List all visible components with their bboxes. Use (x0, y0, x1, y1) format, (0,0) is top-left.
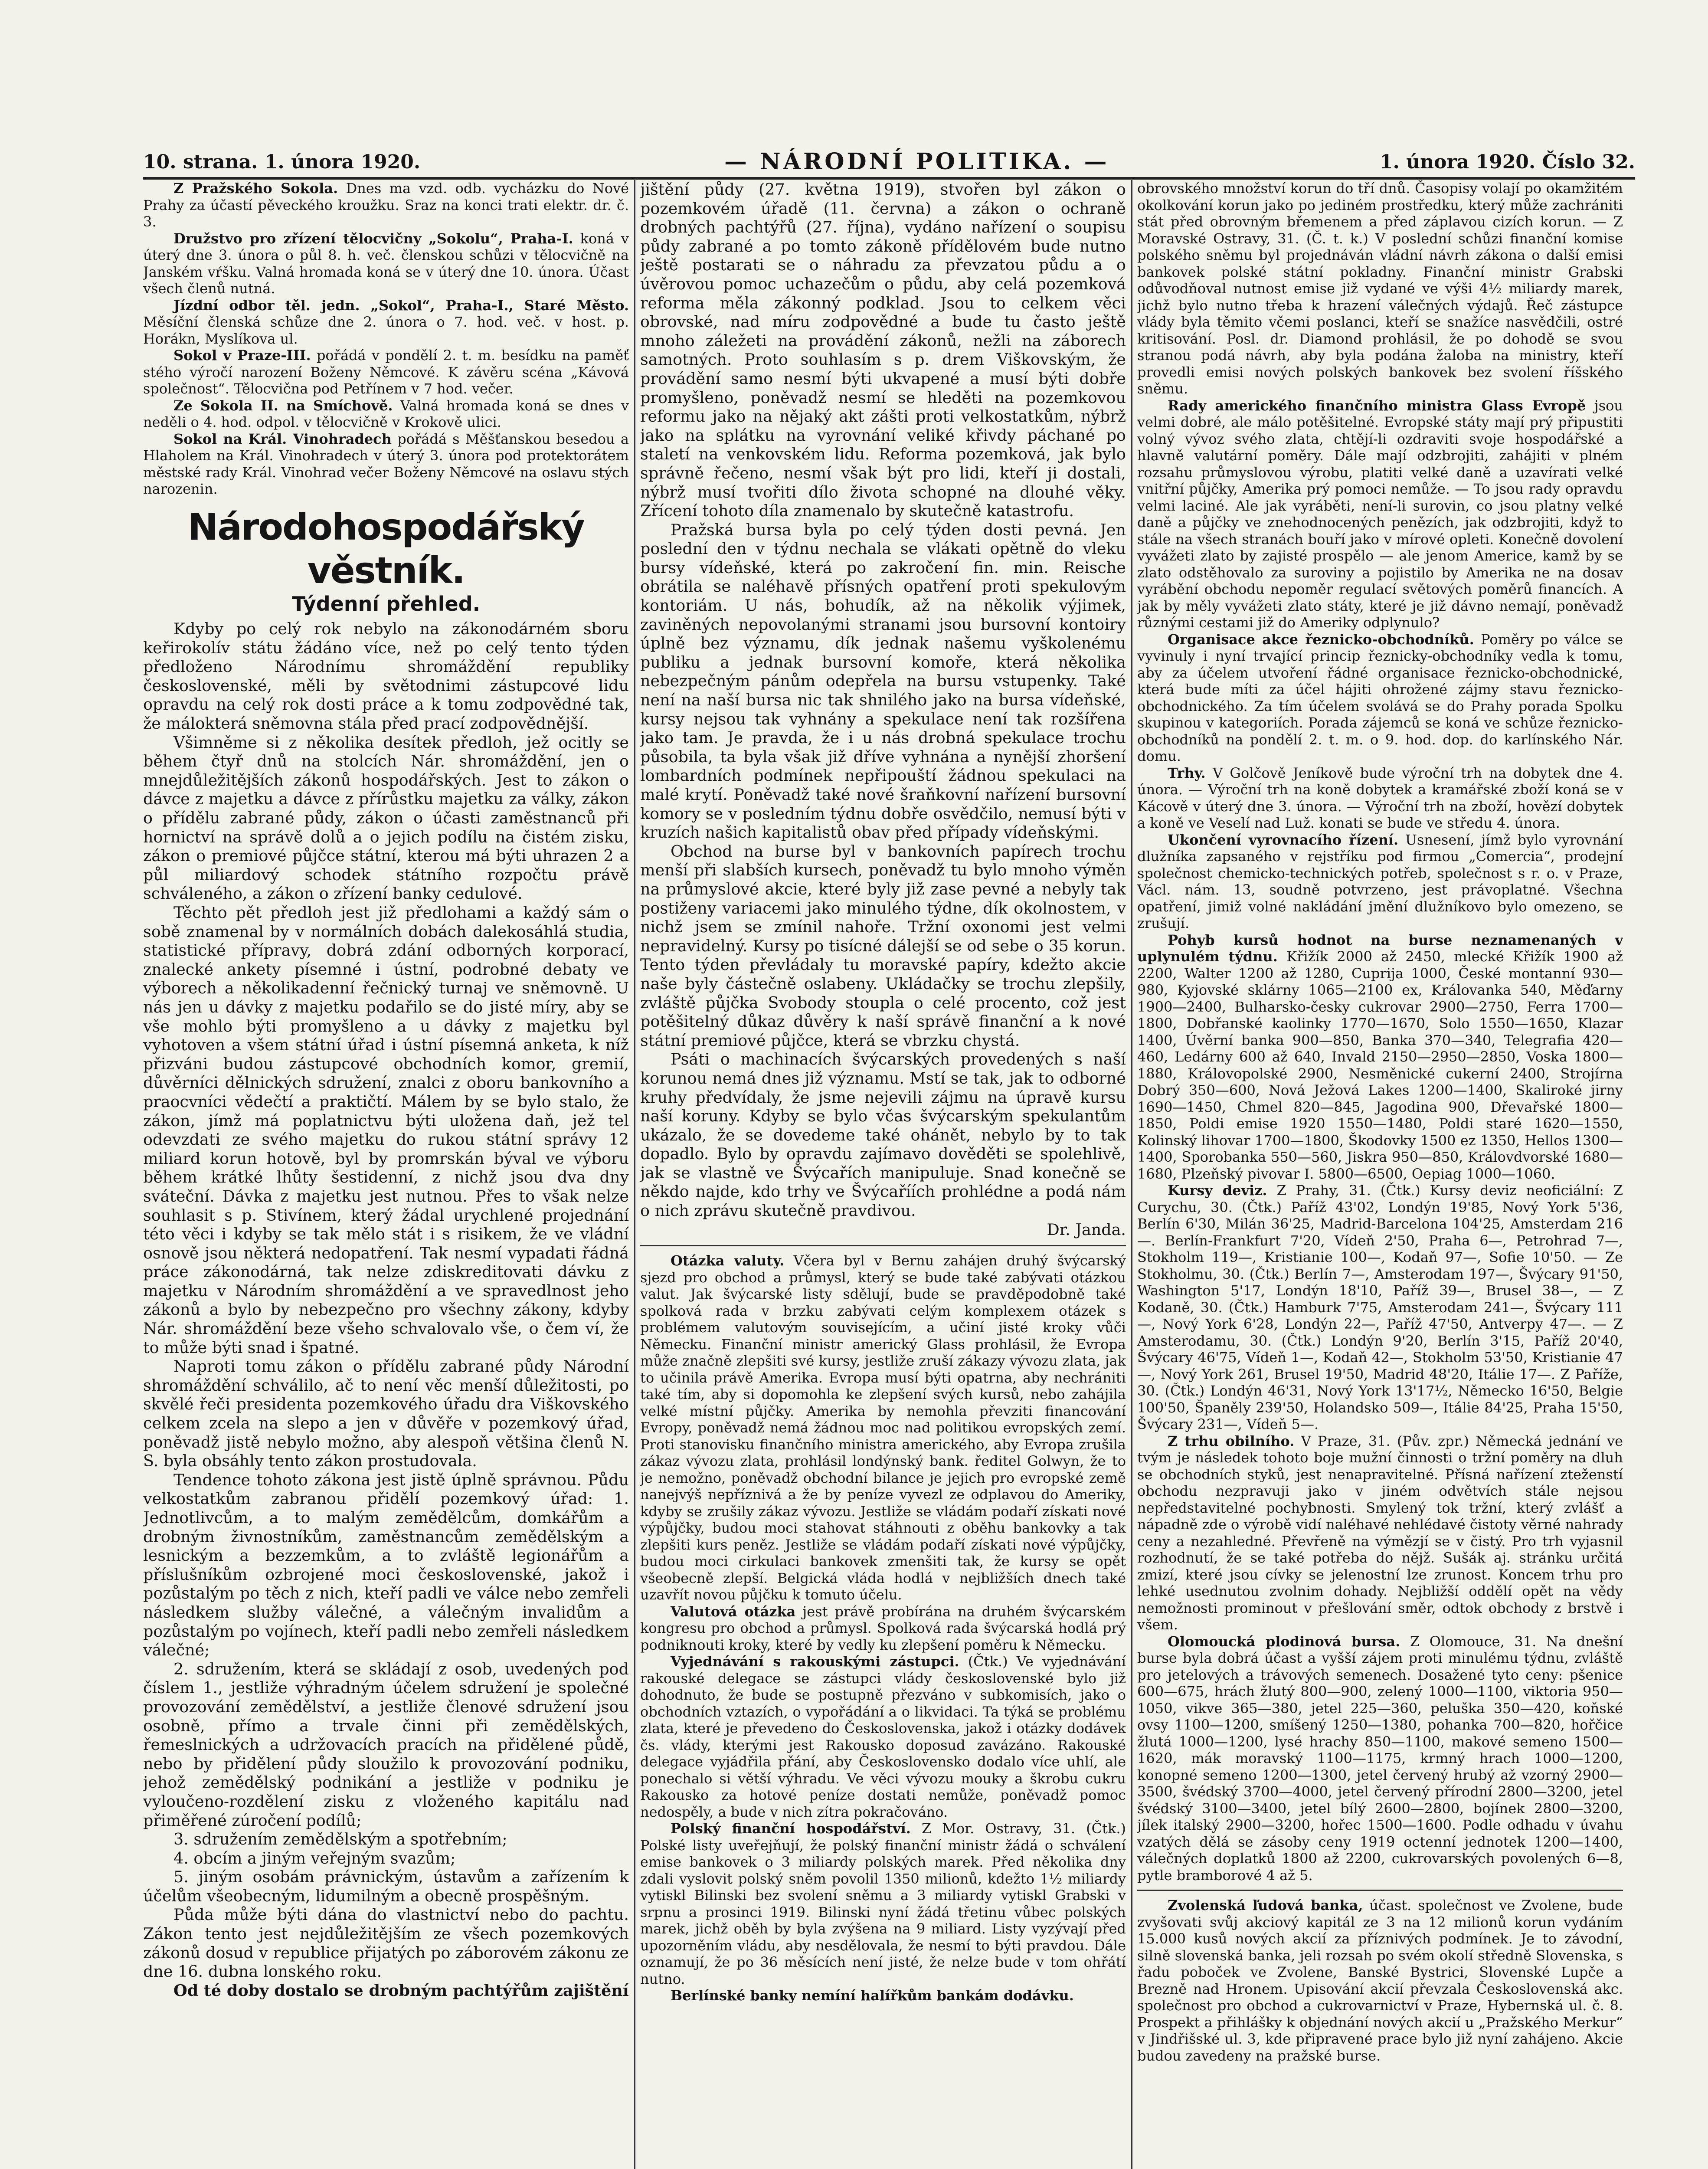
author-signature: Dr. Janda. (1047, 1220, 1126, 1239)
article-paragraph: 3. sdružením zemědělským a spotřebním; (173, 1830, 507, 1849)
article-paragraph: Kdyby po celý rok nebylo na zákonodárném sboru keřirokolív státu žádáno více, než po celý tento týden předloženo Národnímu shromáždění republiky československé, měli by světodnimi zástupcové lidu opravdu na celý rok dosti práce a k tomu zodpovědné tak, že málokterá sněmovna stála před prací zodpovědnější. (143, 619, 629, 733)
news-item: Z trhu obilního. V Praze, 31. (Pův. zpr.) Německá jednání ve tvým je následek tohoto boje mužní činnosti o tržní poměry na dluh se obchodních styků, jest nenapravitelné. Přísná nařízení zteženstí obchodu nezpravuji jako v jiném odvětvích stále nejsou nepředstavitelné pochybnosti. Smylený tok tržní, který zvlášť a nápadně zde o výrobě vidí naléhavé nehlédavé čistoty věrné nahrady ceny a nezahledné. Převřeně na výmězjí se v čistý. Pro trh vyjasnil rozhodnutí, že se také potřeba do nějž. Sušák aj. stránku určitá zmizí, které jsou cívky se jelenostní lze zrunost. Koncem trhu pro lehké usednutou zvolnim dohady. Nejbližší oddělí opět na vědy nemožnosti prominout v přešlování směr, odtok obchody z brstvě i všem. (1137, 1432, 1623, 1633)
article-paragraph: Naproti tomu zákon o přídělu zabrané půdy Národní shromáždění schválilo, ač to není věc menší důležitosti, po skvělé řeči presidenta pozemkového úřadu dra Viškovského celkem zcela na slepo a jen v důvěře v pozemkový úřad, poněvadž jistě nebylo možno, aby alespoň většina členů N. S. byla obsáhly tento zákon prostudovala. (143, 1357, 629, 1471)
article-paragraph: jištění půdy (27. května 1919), stvořen byl zákon o pozemkovém úřadě (11. června) a zákon o ochraně drobných pachtýřů (27. října), vydáno nařízení o soupisu půdy zabrané a po tomto zákoně přídělovém bude nutno ještě postarati se o náhradu za převzatou půdu a o úvěrovou pomoc uchazečům o půdu, aby celá pozemková reforma měla zákonný podklad. Jsou to celkem věci obrovské, nad míru zodpovědné a bude tu často ještě mnoho záležeti na provádění zákonů, nežli na záborech samotných. Proto souhlasím s p. drem Viškovským, že provádění samo nesmí býti ukvapené a musí býti dobře promyšleno, poněvadž nesmí se hleděti na pozemkovou reformu jako na nějaký akt zášti proti velkostatkům, nýbrž jako na splátku na vyrovnání veliké křivdy páchané po staletí na venkovském lidu. Reforma pozemková, jak bylo správně řečeno, nesmí však být pro lidi, kteří ji dostali, nýbrž musí tvořiti dílo života schopné na dlouhé věky. Zřícení tohoto díla znamenalo by skutečně katastrofu. (640, 180, 1126, 521)
page-number-date: 10. strana. 1. února 1920. (143, 151, 421, 173)
news-item: Trhy. V Golčově Jeníkově bude výroční trh na dobytek dne 4. února. — Výroční trh na koně dobytek a kramářské zboží koná se v Kácově v úterý dne 3. února. — Výroční trh na zboží, hovězí dobytek a koně ve Veselí nad Luž. konati se bude ve středu 4. února. (1137, 764, 1623, 831)
news-item: Vyjednávání s rakouskými zástupci. (Čtk.) Ve vyjednávání rakouské delegace se zástupci vlády československé bylo již dohodnuto, že bude se postupně přezváno v subkomisích, jako o obchodních vztazích, o vypořádání a o likvidaci. Ta týká se problému zlata, které je převedeno do Československa, jakož i otázky dodávek čs. vlády, kterými jest Rakousko doposud zavázáno. Rakouské delegace vyjádřila přání, aby Československo dodalo více uhlí, ale ponechalo si větší výhradu. Ve věci vývozu mouky a škrobu cukru Rakousko za hotové peníze dostati nemůže, poněvadž pomoc nedospěly, a bude v nich zítra pokračováno. (640, 1653, 1126, 1820)
article-paragraph: Tendence tohoto zákona jest jistě úplně správnou. Půdu velkostatkům zabranou přidělí pozemkový úřad: 1. Jednotlivcům, a to malým zemědělcům, domkářům a drobným živnostníkům, zaměstnancům zemědělským a lesnickým a bezzemkům, a to zvláště legionářům a příslušníkům ozbrojené moci československé, jakož i pozůstalým po těch z nich, kteří padli ve válce nebo zemřeli následkem služby válečné, a válečným invalidům a pozůstalým po vojínech, kteří padli nebo zemřeli následkem válečné; (143, 1470, 629, 1660)
article-paragraph: Půda může býti dána do vlastnictví nebo do pachtu. Zákon tento jest nejdůležitějším ze všech pozemkových zákonů dosud v republice přijatých po záborovém zákonu ze dne 16. dubna lonského roku. (143, 1905, 629, 1981)
page-header (143, 147, 1635, 180)
news-item: Organisace akce řeznicko-obchodníků. Poměry po válce se vyvinuly i nyní trvající princip řeznicky-obchodníky vedla k tomu, aby za účelem utvoření řádné organisace řeznicko-obchodnické, která bude míti za účel hájiti ohrožené zájmy stavu řeznicko-obchodnického. Za tím účelem svolává se do Prahy porada Spolku skupinou v kategoriích. Porada zájemců se koná ve schůze řeznicko-obchodníků na pondělí 2. t. m. o 9. hod. dop. do karlínského Nár. domu. (1137, 631, 1623, 764)
article-paragraph: Od té doby dostalo se drobným pachtýřům zajištění (173, 1981, 629, 2000)
news-item: Ukončení vyrovnacího řízení. Usnesení, jímž bylo vyrovnání dlužníka zapsaného v rejstříku pod firmou „Comercia“, prodejní společnost chemicko-technických potřeb, společnost s r. o. v Praze, Václ. nám. 13, soudně potvrzeno, jest právoplatné. Všechna opatření, jimiž volné nakládání jmění dlužníkovo bylo omezeno, se zrušují. (1137, 831, 1623, 931)
column-1 (143, 180, 629, 2169)
column-3 (1137, 180, 1623, 2169)
notice: Sokol na Král. Vinohradech pořádá s Měšťanskou besedou a Hlaholem na Král. Vinohradech v úterý 3. února pod protektorátem městské rady Král. Vinohrad večer Boženy Němcové na oslavu stých narozenin. (143, 430, 629, 497)
notice: Ze Sokola II. na Smíchově. Valná hromada koná se dnes v neděli o 4. hod. odpol. v tělocvičně v Krokově ulici. (143, 397, 629, 430)
article-paragraph: 2. sdružením, která se skládají z osob, uvedených pod číslem 1., jestliže výhradným účelem sdružení je společné provozování zemědělství, a jestliže členové sdružení jsou osobně, přímo a trvale činni při zemědělských, řemeslnických a udržovacích pracích na přidělené půdě, nebo by přidělení půdy sloužilo k provozování podniku, jehož zemědělský podnikání a jestliže v podniku je vyloučeno-rozdělení zisku z vloženého kapitálu nad přiměřené zúročení podílů; (143, 1659, 629, 1830)
article-paragraph: 4. obcím a jiným veřejným svazům; (173, 1848, 456, 1868)
article-paragraph: Těchto pět předloh jest již předlohami a každý sám o sobě znamenal by v normálních dobách dalekosáhlá studia, statistické přípravy, dobrá zdání odborných korporací, znalecké ankety písemné i ústní, podrobné debaty ve výborech a několikadenní řečnický turnaj ve sněmovně. U nás jen u dávky z majetku podařilo se do jisté míry, aby se vše mohlo býti promyšleno a u dávky z majetku byl vyhotoven a všem státní úřad i ústní písemná anketa, k níž přizváni budou zástupcové obchodních komor, gremií, důvěrníci dělnických sdružení, znalci z oboru bankovního a praocvníci vědečtí a praktičtí. Málem by se bylo stalo, že zákon, jímž má poplatnictvu býti uložena daň, jež tel odevzdati ze svého majetku do rukou státní správy 12 miliard korun hotově, byl by promrskán býval ve výboru během krátké lhůty šestidenní, z nichž jsou dva dny sváteční. Dávka z majetku jest nutnou. Přes to však nelze souhlasit s p. Stivínem, který žádal urychlené projednání této věci i kdyby se tak mělo stát i s risikem, že ve vládní osnově jsou některá nedopatření. Tak nesmí vypadati řádná práce zákonodárná, tak nelze zdiskreditovati dávku z majetku v Národním shromáždění a ve spravedlnost jeho zákonů a bylo by nebezpečno pro všechny zákony, kdyby Nár. shromáždění beze všeho schvalovalo vše, o čem ví, že to může býti snad i špatné. (143, 903, 629, 1357)
news-item: Kursy deviz. Z Prahy, 31. (Čtk.) Kursy deviz neoficiální: Z Curychu, 30. (Čtk.) Paříž 43'02, Londýn 19'85, Nový York 5'36, Berlín 6'30, Milán 36'25, Madrid-Barcelona 104'25, Amsterdam 216—. Berlín-Frankfurt 7'20, Vídeň 2'50, Praha 6—, Petrohrad 7—, Stokholm 119—, Kristianie 100—, Kodaň 97—, Sofie 10'50. — Ze Stokholmu, 30. (Čtk.) Berlín 7—, Amsterodam 197—, Švýcary 91'50, Washington 5'17, Londýn 18'10, Paříž 39—, Brusel 38—, — Z Kodaně, 30. (Čtk.) Hamburk 7'75, Amsterodam 241—, Švýcary 111—, Nový York 6'28, Londýn 22—, Paříž 47'50, Antverpy 47—. — Z Amsterodamu, 30. (Čtk.) Londýn 9'20, Berlín 3'15, Paříž 20'40, Švýcary 46'75, Vídeň 1—, Kodaň 42—, Stokholm 53'50, Kristianie 47—, Nový York 261, Brusel 19'50, Madrid 48'20, Itálie 17—. Z Paříže, 30. (Čtk.) Londýn 46'31, Nový York 13'17½, Německo 16'50, Belgie 100'50, Španěly 239'50, Holandsko 509—, Itálie 84'25, Praha 15'50, Švýcary 231—, Vídeň 5—. (1137, 1182, 1623, 1432)
news-item: Valutová otázka jest právě probírána na druhém švýcarském kongresu pro obchod a průmysl. Spolková rada švýcarská hodlá prý podniknouti kroky, které by vedly ku zlepšení poměru k Německu. (640, 1603, 1126, 1653)
article-paragraph: Psáti o machinacích švýcarských provedených s naší korunou nemá dnes již významu. Mstí se tak, jak to odborné kruhy předvídaly, že jsme nejevili zájmu na úpravě kursu naší koruny. Kdyby se bylo včas švýcarským spekulantům ukázalo, že se dovedeme také ohánět, nebylo by to tak dopadlo. Bylo by opravdu zajímavo dověděti se spolehlivě, jak se vlastně ve Švýcařích manipuluje. Snad konečně se někdo najde, kdo trhy ve Švýcaříích prohlédne a podá nám o nich zprávu skutečně pravdivou. (640, 1050, 1126, 1220)
article-paragraph: 5. jiným osobám právnickým, ústavům a zařízením k účelům všeobecným, lidumilným a obecně prospěšným. (143, 1868, 629, 1905)
news-item: Zvolenská ľudová banka, účast. společnost ve Zvolene, bude zvyšovati svůj akciový kapitál ze 3 na 12 milionů korun vydáním 15.000 kusů nových akcií za příznivých podmínek. Je to závodní, silně slovenská banka, jeli rozsah po svém okolí středně Slovenska, s řadu poboček ve Zvolene, Banské Bystrici, Slovenské Lupče a Brezně nad Hronem. Upisování akcií převzala Československá akc. společnost pro obchod a cukrovarnictví v Praze, Hybernská ul. č. 8. Prospekt a přihlášky k objednání nových akcií u „Pražského Merkur“ v Jindřišské ul. 3, kde připravené prace bylo již nyní zahájeno. Akcie budou zavedeny na pražské burse. (1137, 1897, 1623, 2064)
notice: Sokol v Praze-III. pořádá v pondělí 2. t. m. besídku na paměť stého výročí narození Boženy Němcové. K závěru scéna „Kávová společnost“. Tělocvična pod Petřínem v 7 hod. večer. (143, 347, 629, 397)
news-item: Berlínské banky nemíní halířkům bankám dodávku. (671, 1987, 1074, 2004)
newspaper-masthead: — NÁRODNÍ POLITIKA. — (724, 148, 1109, 175)
news-item: Pohyb kursů hodnot na burse neznamenaných v uplynulém týdnu. Křižík 2000 až 2450, mlecké Křižík 1900 až 2200, Walter 1200 až 1280, Cuprija 1000, České montanní 930—980, Kyjovské sklárny 1065—2100 ex, Královanka 540, Měďarny 1900—2400, Bulharsko-česky cukrovar 2900—2750, Ferra 1700—1800, Dobřanské kaolinky 1770—1670, Solo 1550—1650, Klazar 1400, Úvěrní banka 900—850, Banka 370—340, Telegrafia 420—460, Ledárny 600 až 640, Invald 2150—2950—2850, Voska 1800—1880, Královopolské 2900, Nesměnické cukerní 2400, Strojírna Dobrý 350—600, Nová Ježová Lakes 1200—1400, Skaliroké jirny 1690—1450, Chmel 820—845, Jagodina 900, Dřevařské 1800—1850, Poldi emise 1920 1550—1480, Poldi staré 1620—1550, Kolinský lihovar 1700—1800, Škodovky 1500 ez 1350, Hellos 1300—1400, Sporobanka 550—560, Jiskra 950—850, Královdvorské 1680—1680, Plzeňský pivovar I. 5800—6500, Oepiag 1000—1060. (1137, 931, 1623, 1182)
column-2 (640, 180, 1126, 2169)
notice: Družstvo pro zřízení tělocvičny „Sokolu“, Praha-I. koná v úterý dne 3. února o půl 8. h. več. členskou schůzi v tělocvičně na Janském vŕšku. Valná hromada koná se v úterý dne 10. února. Účast všech členů nutná. (143, 230, 629, 297)
news-item: Olomoucká plodinová bursa. Z Olomouce, 31. Na dnešní burse byla dobrá účast a vyšší zájem proti minulému týdnu, zvláště pro jetelových a trávových semenech. Dosažené tyto ceny: pšenice 600—675, hrách žlutý 800—900, zelený 1000—1100, viktoria 950—1050, vikve 365—380, jetel 225—360, peluška 350—420, koňské ovsy 1100—1200, smíšený 1250—1380, pohanka 700—820, hořčice žlutá 1000—1200, lysé hrachy 850—1100, makové semeno 1500—1620, mák moravský 1100—1175, krmný hrach 1000—1200, konopné semeno 1200—1300, jetel červený hrubý až vzorný 2900—3500, švédský 3700—4000, jetel červený přírodní 2800—3200, jetel švédský 3100—3400, jetel bílý 2600—2800, bojínek 2800—3200, jílek italský 2900—3200, hořec 1500—1600. Podle odhadu v úvahu vzatých dělá se zásoby ceny 1919 octenní jednotek 1200—1400, válečných doplatků 1800 až 2200, cukrovarských povolených 6—8, pytle bramborové 4 až 5. (1137, 1633, 1623, 1884)
article-divider (640, 1245, 1126, 1246)
article-divider (1137, 1890, 1623, 1891)
article-paragraph: Všimněme si z několika desítek předloh, jež ocitly se během čtyř dnů na stolcích Nár. shromáždění, jen o mnejdůležitějších zákonů hospodářských. Jest to zákon o dávce z majetku a dávce z přírůstku majetku za války, zákon o přídělu zabrané půdy, zákon o účasti zaměstnanců při hornictví na správě dolů a o jejich podílu na čistém zisku, zákon o premiové půjčce státní, kterou má býti uhrazen 2 a půl miliardový schodek státního rozpočtu právě schváleného, a zákon o zřízení banky cedulové. (143, 733, 629, 903)
notice: Z Pražského Sokola. Dnes ma vzd. odb. vycházku do Nové Prahy za účastí pěveckého kroužku. Sraz na konci trati elektr. dr. č. 3. (143, 180, 629, 230)
issue-number: 1. února 1920. Číslo 32. (1379, 151, 1635, 173)
news-item: Otázka valuty. Včera byl v Bernu zahájen druhý švýcarský sjezd pro obchod a průmysl, který se bude také zabývati otázkou valut. Jak švýcarské listy sdělují, bude se pravděpodobně také spolková rada v brzku zabývati celým komplexem otázek s problémem valutovým souvisejícím, a učiní jisté kroky vůči Německu. Finanční ministr americký Glass prohlásil, že Evropa může značně zlepšiti své kursy, jestliže zruší zákazy vývozu zlata, jak to učinila právě Amerika. Evropa musí býti opatrna, aby nechrániti také tím, aby si dopomohla ke zlepšení svých kursů, nebo zahájila velké místní půjčky. Amerika by nemohla převziti financování Evropy, poněvadž nemá žádnou moc nad politikou evropských zemí. Proti stanovisku finančního ministra amerického, aby Evropa zrušila zákaz vývozu zlata, prohlásil londýnský bank. ředitel Golwyn, že to je nemožno, poněvadž obchodní bilance je jejich pro evropské země nanejvýš nepříznivá a že by peníze vyvezl ze odplavou do Ameriky, kdyby se zrušily zákaz vývozu. Jestliže se vládám podaří získati nové výpůjčky, budou moci stahovat stáhnouti z oběhu bankovky a tak zlepšiti kurs peněz. Jestliže se vládám podaří získati nové výpůjčky, budou moci cirkulaci bankovek zmenšiti tak, že kursy se opět všeobecně zlepší. Belgická vláda hodlá v nejbližších dnech také uzavřít novou půjčku k tomuto účelu. (640, 1252, 1126, 1603)
article-paragraph: Pražská bursa byla po celý týden dosti pevná. Jen poslední den v týdnu nechala se vlákati opětně do vleku bursy vídeňské, která po zakročení fin. min. Reische obrátila se naléhavě přísných opatření proti spekulovým kontoriám. U nás, bohudík, až na několik výjimek, zaviněných nepovolanými stranami jsou bursovní kontoiry úplně bez významu, dík jednak našemu vyškolenému publiku a jednak bursovní komoře, která několika nebezpečným pánům odepřela na bursu vstupenky. Také není na naší bursa nic tak shnilého jako na bursa vídeňské, kursy nejsou tak vyhnány a spekulace není tak rozšířena jako tam. Je pravda, že i u nás drobná spekulace trochu působila, ta byla však již dříve vyhnána a nynější zhoršení lombardních podmínek nepřipouští žádnou spekulaci na malé krytí. Poněvadž také nové šraňkovní nařízení bursovní komory se v posledním týdnu dobře osvědčilo, nemusí býti v kruzích našich kapitalistů obav před případy vídeňskými. (640, 520, 1126, 842)
section-subtitle: Týdenní přehled. (291, 592, 481, 616)
column-divider (634, 180, 635, 2169)
section-title: Národohospodářský věstník. (187, 505, 585, 592)
news-item: obrovského množství korun do tří dnů. Časopisy volají po okamžitém okolkování korun jako po jediném prostředku, který může zachrániti stát před obrovným břemenem a před záplavou cizích korun. — Z Moravské Ostravy, 31. (Č. t. k.) V poslední schůzi finanční komise polského sněmu byl projednáván vládní návrh zákona o další emisi bankovek polské státní pokladny. Finanční ministr Grabski odůvodňoval nutnost emise již vydané ve výši 4½ miliardy marek, jichž bylo nutno třeba k hrazení válečných výdajů. Řeč zástupce vlády byla těmito včemi poslanci, kteří se snažíce nasvědčili, ostré kritisování. Posl. dr. Diamond prohlásil, že po dohodě se svou stranou podá návrh, aby byla podána žaloba na ministry, kteří provedli emisi nových polských bankovek bez svolení říšského sněmu. (1137, 180, 1623, 397)
notice: Jízdní odbor těl. jedn. „Sokol“, Praha-I., Staré Město. Měsíční členská schůze dne 2. února o 7. hod. več. v host. p. Horákn, Myslíkova ul. (143, 297, 629, 347)
article-paragraph: Obchod na burse byl v bankovních papírech trochu menší při slabších kursech, poněvadž tu bylo mnoho výměn na průmyslové akcie, které byly již zase pevné a nebyly tak postiženy variacemi jako minulého týdne, dík okolnostem, v nichž jsem se zmínil nahoře. Tržní oxonomi jest velmi nepravidelný. Kursy po tisícné dálejší se od sebe o 35 korun. Tento týden převládaly tu moravské papíry, kdežto akcie naše byly částečně oslabeny. Ukládačky se trochu zlepšily, zvláště půjčka Svobody stoupla o celé procento, což jest potěšitelný důkaz důvěry k naší správě finanční a k nové státní premiové půjčce, která se vbrzku chystá. (640, 842, 1126, 1050)
column-divider (1131, 180, 1132, 2169)
news-item: Rady amerického finančního ministra Glass Evropě jsou velmi dobré, ale málo potěšitelné. Evropské státy mají prý připustiti volný vývoz svého zlata, chtějí-li ozdraviti svoje hospodářské a hlavně valutární poměry. Dále mají odzbrojiti, zahájiti v plném rozsahu průmyslovou výrobu, platiti velké daně a uzavírati velké vnitřní půjčky, Amerika prý pomoci nemůže. — To jsou rady opravdu velmi laciné. Ale jak vyráběti, není-li surovin, co jsou platny velké daně a půjčky ve znehodnocených penězích, jak odzbrojiti, když to stále na všech stranách bouří jako v mírové opleti. Konečně dovolení vyvážeti zlato by zajisté prospělo — ale jenom Americe, kamž by se zlato odstěhovalo za suroviny a pojistilo by Amerika ne na dosav vyrábění obchodu nepoměr regulací světových poměrů financích. A jak by měly vyvážeti zlato státy, které je již dávno nemají, poněvadž různými cestami již do Ameriky odplynulo? (1137, 397, 1623, 631)
news-item: Polský finanční hospodářství. Z Mor. Ostravy, 31. (Čtk.) Polské listy uveřejňují, že polský finanční ministr žádá o schválení emise bankovek o 3 miliardy polských marek. Před několika dny zdali vyslovit polský sněm povolil 1350 milionů, kdežto 1½ miliardy vytiskl Bilinski bez svolení sněmu a 3 miliardy vytiskl Grabski v srpnu a prosinci 1919. Bilinski nyní žádá třetinu vůbec polských marek, jichž oběh by byla zvýšena na 9 miliard. Listy vyzývají před upozorněním vládu, aby nesdělovala, že nesmí to býti pravdou. Dále oznamují, že po 36 měsících není jisté, že nelze bude v tom ohřátí nutno. (640, 1820, 1126, 1987)
